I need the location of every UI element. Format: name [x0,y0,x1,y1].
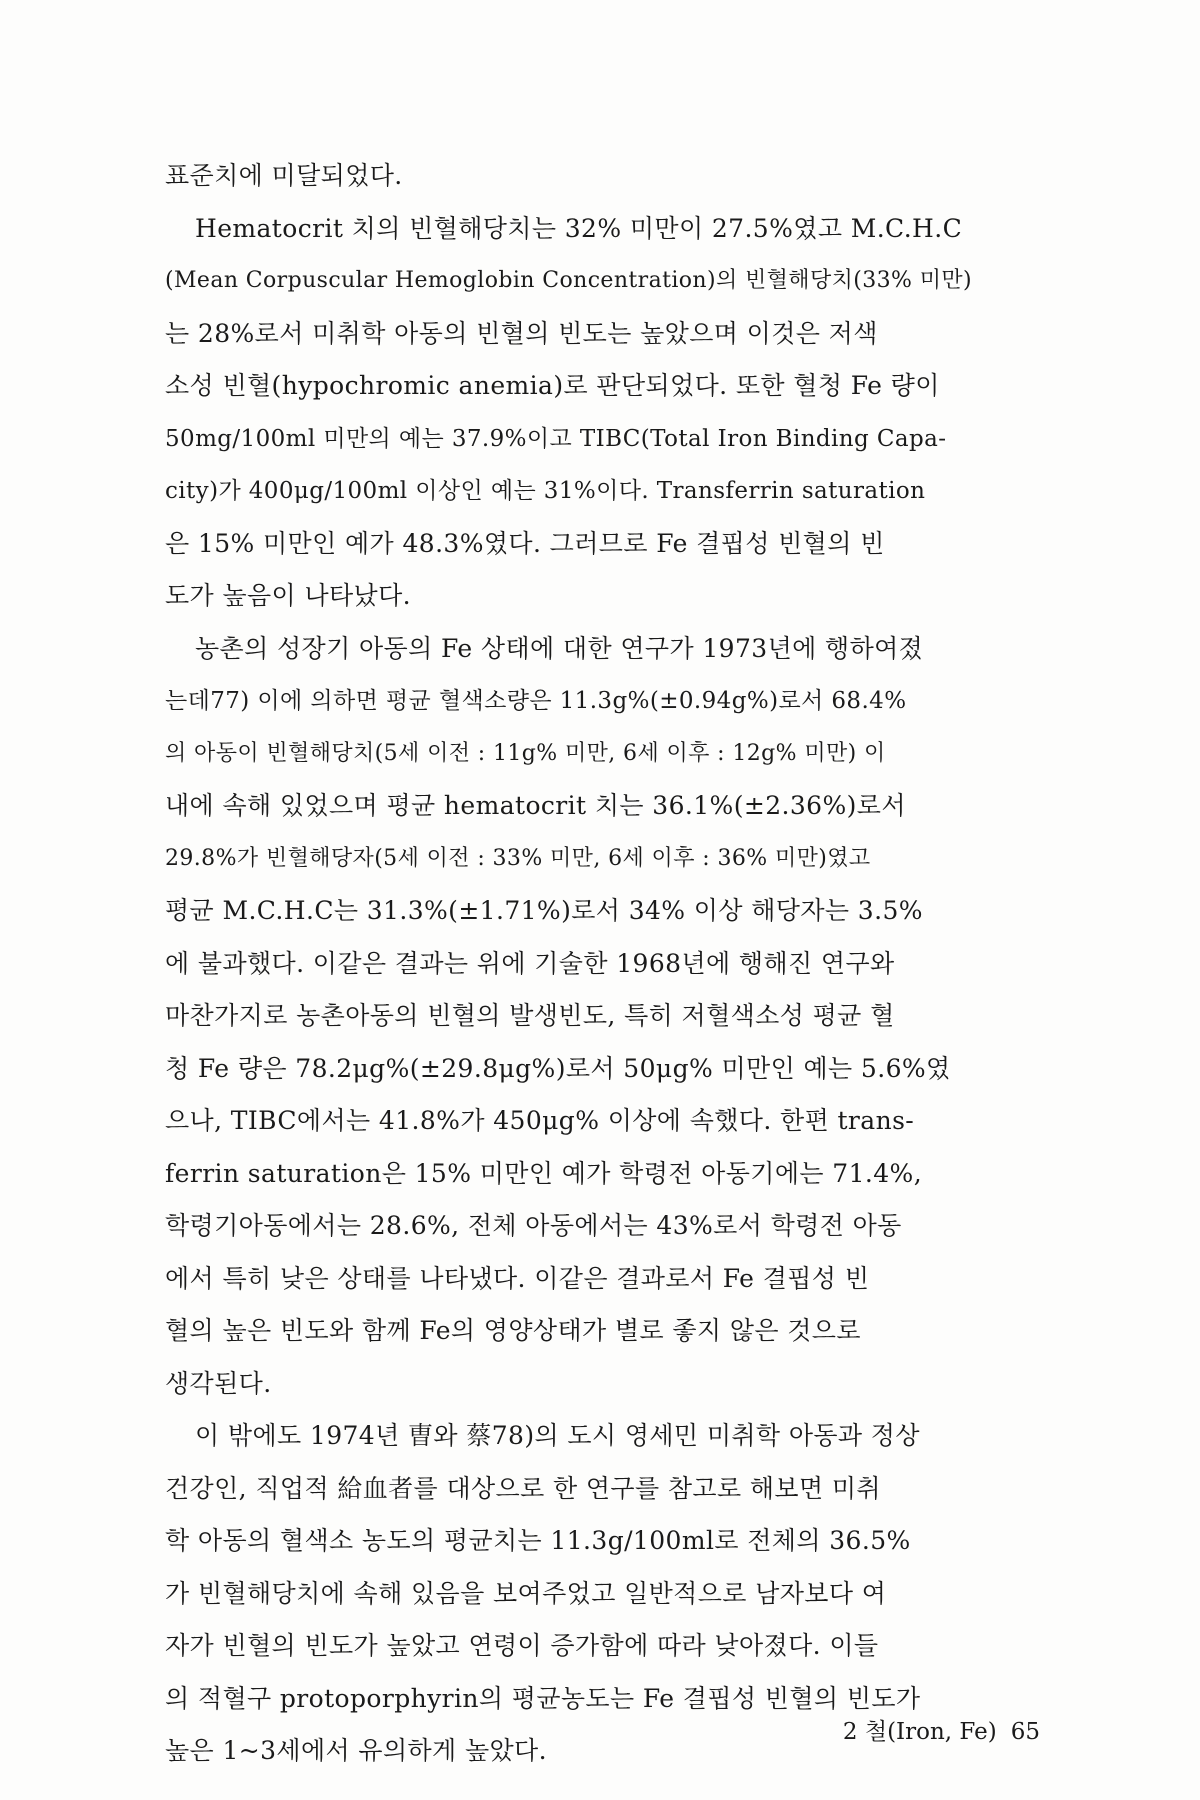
text-line: 건강인, 직업적 給血者를 대상으로 한 연구를 참고로 해보면 미취 [165,1473,881,1503]
text-line: 마찬가지로 농촌아동의 빈혈의 발생빈도, 특히 저혈색소성 평균 혈 [165,1001,895,1030]
text-line: 혈의 높은 빈도와 함께 Fe의 영양상태가 별로 좋지 않은 것으로 [165,1316,861,1345]
paragraph-start-line: Hematocrit 치의 빈혈해당치는 32% 미만이 27.5%였고 M.C.H.C [195,213,963,243]
text-line: 50mg/100ml 미만의 예는 37.9%이고 TIBC(Total Iron Binding Capa- [165,425,947,452]
paragraph-start-line: 농촌의 성장기 아동의 Fe 상태에 대한 연구가 1973년에 행하여졌 [195,633,924,663]
text-line: city)가 400μg/100ml 이상인 예는 31%이다. Transferrin saturation [165,478,926,504]
text-line: 표준치에 미달되었다. [165,161,403,190]
text-line: 학령기아동에서는 28.6%, 전체 아동에서는 43%로서 학령전 아동 [165,1211,902,1240]
text-line: 29.8%가 빈혈해당자(5세 이전 : 33% 미만, 6세 이후 : 36% 미만)였고 [165,845,871,871]
running-head: 2 철(Iron, Fe) [842,1719,997,1745]
text-line: 청 Fe 량은 78.2μg%(±29.8μg%)로서 50μg% 미만인 예는 5.6%였 [165,1053,951,1083]
text-line: 생각된다. [165,1368,272,1398]
text-line: 내에 속해 있었으며 평균 hematocrit 치는 36.1%(±2.36%)로서 [165,791,906,820]
text-line: 소성 빈혈(hypochromic anemia)로 판단되었다. 또한 혈청 Fe 량이 [165,371,940,400]
text-line: 으나, TIBC에서는 41.8%가 450μg% 이상에 속했다. 한편 trans- [165,1106,915,1135]
text-line: 높은 1~3세에서 유의하게 높았다. [165,1736,547,1765]
paragraph-start-line: 이 밖에도 1974년 曺와 蔡78)의 도시 영세민 미취학 아동과 정상 [195,1421,920,1450]
body-text [165,150,1035,1778]
text-line: 가 빈혈해당치에 속해 있음을 보여주었고 일반적으로 남자보다 여 [165,1578,887,1608]
text-line: 자가 빈혈의 빈도가 높았고 연령이 증가함에 따라 낮아졌다. 이들 [165,1631,879,1660]
page-footer [760,1717,1040,1747]
text-line: 평균 M.C.H.C는 31.3%(±1.71%)로서 34% 이상 해당자는 3.5% [165,896,923,925]
text-line: 의 아동이 빈혈해당치(5세 이전 : 11g% 미만, 6세 이후 : 12g% 미만) 이 [165,740,886,766]
text-line: 도가 높음이 나타났다. [165,581,411,610]
text-line: 은 15% 미만인 예가 48.3%였다. 그러므로 Fe 결핍성 빈혈의 빈 [165,528,885,558]
text-line: (Mean Corpuscular Hemoglobin Concentration)의 빈혈해당치(33% 미만) [165,268,973,293]
text-line: 는데77) 이에 의하면 평균 혈색소량은 11.3g%(±0.94g%)로서 68.4% [165,688,907,714]
text-line: 에 불과했다. 이같은 결과는 위에 기술한 1968년에 행해진 연구와 [165,948,895,978]
text-line: 의 적혈구 protoporphyrin의 평균농도는 Fe 결핍성 빈혈의 빈도가 [165,1683,921,1713]
text-line: 학 아동의 혈색소 농도의 평균치는 11.3g/100ml로 전체의 36.5% [165,1526,911,1555]
text-line: ferrin saturation은 15% 미만인 예가 학령전 아동기에는 71.4%, [165,1158,923,1188]
text-line: 는 28%로서 미취학 아동의 빈혈의 빈도는 높았으며 이것은 저색 [165,318,878,348]
text-line: 에서 특히 낮은 상태를 나타냈다. 이같은 결과로서 Fe 결핍성 빈 [165,1263,870,1293]
page-number: 65 [1010,1719,1040,1745]
